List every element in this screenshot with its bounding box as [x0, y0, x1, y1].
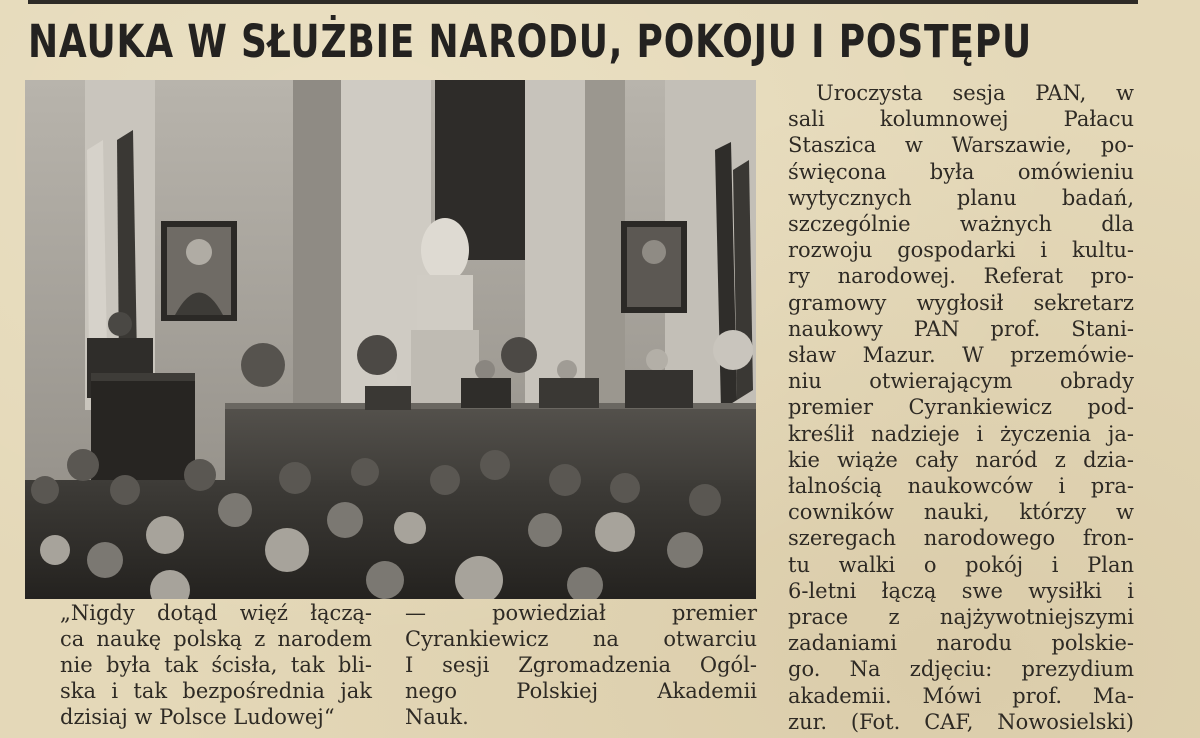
- article-line: niu otwierającym obrady: [788, 369, 1134, 394]
- top-rule: [28, 0, 1138, 4]
- article-line: zadaniami narodu polskie-: [788, 631, 1134, 656]
- article-line: rozwoju gospodarki i kultu-: [788, 238, 1134, 263]
- article-line: sław Mazur. W przemówie-: [788, 343, 1134, 368]
- article-line: tu walki o pokój i Plan: [788, 552, 1134, 577]
- article-line: ry narodowej. Referat pro-: [788, 264, 1134, 289]
- article-line: akademii. Mówi prof. Ma-: [788, 683, 1134, 708]
- caption-line: ca naukę polską z narodem: [60, 627, 372, 651]
- photo-presidium: [25, 80, 756, 599]
- caption-line: — powiedział premier: [405, 601, 757, 625]
- article-text: [788, 80, 1134, 735]
- caption-line: nie była tak ścisła, tak bli-: [60, 653, 372, 677]
- article-line: szeregach narodowego fron-: [788, 526, 1134, 551]
- caption-line: Cyrankiewicz na otwarciu: [405, 627, 757, 651]
- caption-line: I sesji Zgromadzenia Ogól-: [405, 653, 757, 677]
- article-line: premier Cyrankiewicz pod-: [788, 395, 1134, 420]
- article-line: wytycznych planu badań,: [788, 185, 1134, 210]
- article-line: zur. (Fot. CAF, Nowosielski): [788, 709, 1134, 734]
- article-line: 6-letni łączą swe wysiłki i: [788, 578, 1134, 603]
- headline: NAUKA W SŁUŻBIE NARODU, POKOJU I POSTĘPU: [28, 15, 1032, 68]
- article-line: gramowy wygłosił sekretarz: [788, 290, 1134, 315]
- caption-line: Nauk.: [405, 705, 469, 729]
- article-line: kreślił nadzieje i życzenia ja-: [788, 421, 1134, 446]
- article-line: szczególnie ważnych dla: [788, 212, 1134, 237]
- caption-line: nego Polskiej Akademii: [405, 679, 757, 703]
- caption-line: „Nigdy dotąd więź łączą-: [60, 601, 372, 625]
- article-line: łalnością naukowców i pra-: [788, 474, 1134, 499]
- photo-image: [25, 80, 756, 599]
- article-line: święcona była omówieniu: [788, 159, 1134, 184]
- article-line: go. Na zdjęciu: prezydium: [788, 657, 1134, 682]
- photo-caption-quote: [60, 600, 372, 730]
- caption-line: ska i tak bezpośrednia jak: [60, 679, 372, 703]
- article-line: kie wiąże cały naród z dzia-: [788, 447, 1134, 472]
- article-line: cowników nauki, którzy w: [788, 500, 1134, 525]
- article-line: Uroczysta sesja PAN, w: [816, 81, 1134, 105]
- article-line: prace z najżywotniejszymi: [788, 605, 1134, 630]
- article-line: naukowy PAN prof. Stani-: [788, 316, 1134, 341]
- photo-caption-attribution: [405, 600, 757, 730]
- caption-line: dzisiaj w Polsce Ludowej“: [60, 705, 335, 729]
- article-line: Staszica w Warszawie, po-: [788, 133, 1134, 158]
- article-line: sali kolumnowej Pałacu: [788, 107, 1134, 132]
